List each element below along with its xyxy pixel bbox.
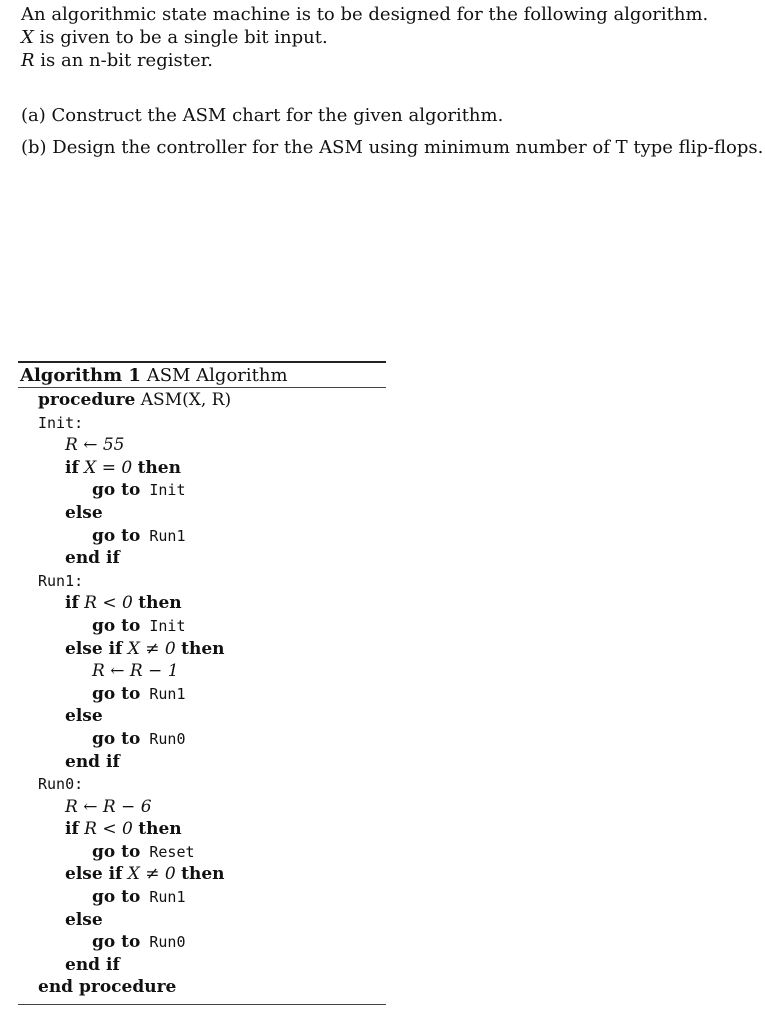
algo-line-1 <box>18 389 386 412</box>
algo-line-2 <box>18 412 386 435</box>
algo-line-5 <box>18 479 386 502</box>
algo-line-18 <box>18 773 386 796</box>
algo-line-4 <box>18 457 386 480</box>
assignment: R ← R − 6 <box>65 796 152 817</box>
algo-line-22 <box>18 863 386 886</box>
algo-line-20 <box>18 818 386 841</box>
assignment: R ← R − 1 <box>92 661 179 682</box>
part-b: (b) Design the controller for the ASM using minimum number of T type flip-flops. <box>21 137 764 158</box>
condition: X = 0 <box>78 457 138 478</box>
algo-line-23 <box>18 886 386 909</box>
register-variable: R <box>21 50 35 71</box>
label-run0: Run0: <box>38 775 84 794</box>
target-label: Run1 <box>140 684 186 703</box>
keyword: if <box>65 819 79 840</box>
assignment: R ← 55 <box>65 435 125 456</box>
condition: X ≠ 0 <box>122 638 182 659</box>
keyword: go to <box>92 728 141 749</box>
algo-line-14 <box>18 683 386 706</box>
keyword-then: then <box>181 864 225 885</box>
code-text: ASM(X, R) <box>135 390 232 410</box>
algo-line-19 <box>18 796 386 819</box>
algo-line-15 <box>18 705 386 728</box>
algorithm-body <box>18 388 386 1004</box>
keyword: go to <box>92 480 141 501</box>
condition: R < 0 <box>78 593 139 614</box>
algorithm-number: Algorithm 1 <box>20 365 141 386</box>
intro-line-2 <box>21 26 708 49</box>
algo-line-17 <box>18 751 386 774</box>
keyword: else <box>65 502 103 523</box>
label-run1: Run1: <box>38 571 84 590</box>
algo-line-9 <box>18 570 386 593</box>
keyword: go to <box>92 841 141 862</box>
target-label: Reset <box>140 842 195 861</box>
keyword: go to <box>92 887 141 908</box>
target-label: Run0 <box>140 933 186 952</box>
label-init: Init: <box>38 413 84 432</box>
target-label: Run1 <box>140 526 186 545</box>
intro-line-2-text: is given to be a single bit input. <box>33 27 328 48</box>
algo-line-27 <box>18 976 386 999</box>
keyword: procedure <box>38 390 136 410</box>
algo-line-11 <box>18 615 386 638</box>
condition: X ≠ 0 <box>122 864 182 885</box>
algo-line-8 <box>18 547 386 570</box>
intro-line-3-text: is an n-bit register. <box>34 50 213 71</box>
algorithm-title: ASM Algorithm <box>140 365 288 386</box>
target-label: Init <box>140 481 186 500</box>
algo-line-26 <box>18 954 386 977</box>
problem-statement <box>21 3 708 72</box>
question-parts <box>21 100 763 164</box>
keyword: go to <box>92 932 141 953</box>
keyword: if <box>65 593 79 614</box>
keyword: end if <box>65 751 120 772</box>
algo-line-12 <box>18 638 386 661</box>
input-variable: X <box>21 27 34 48</box>
keyword: end procedure <box>38 977 177 998</box>
condition: R < 0 <box>78 819 139 840</box>
algo-line-13 <box>18 660 386 683</box>
keyword-then: then <box>137 457 181 478</box>
intro-line-1: An algorithmic state machine is to be designed for the following algorithm. <box>21 4 709 25</box>
algo-line-10 <box>18 592 386 615</box>
keyword: else if <box>65 864 123 885</box>
algorithm-caption <box>18 363 386 387</box>
keyword: else if <box>65 638 123 659</box>
algo-line-25 <box>18 931 386 954</box>
keyword: else <box>65 909 103 930</box>
algo-line-3 <box>18 434 386 457</box>
algorithm-box <box>18 361 386 1005</box>
keyword-then: then <box>181 638 225 659</box>
target-label: Run0 <box>140 729 186 748</box>
keyword: end if <box>65 548 120 569</box>
algo-line-16 <box>18 728 386 751</box>
algo-line-24 <box>18 909 386 932</box>
part-a: (a) Construct the ASM chart for the given algorithm. <box>21 105 504 126</box>
algorithm-bottom-rule <box>18 1004 386 1005</box>
target-label: Init <box>140 616 186 635</box>
keyword: else <box>65 706 103 727</box>
target-label: Run1 <box>140 888 186 907</box>
algo-line-21 <box>18 841 386 864</box>
keyword-then: then <box>138 819 182 840</box>
keyword: go to <box>92 683 141 704</box>
keyword: go to <box>92 525 141 546</box>
algo-line-6 <box>18 502 386 525</box>
keyword: go to <box>92 615 141 636</box>
intro-line-3 <box>21 49 708 72</box>
keyword-then: then <box>138 593 182 614</box>
keyword: end if <box>65 954 120 975</box>
keyword: if <box>65 457 79 478</box>
algo-line-7 <box>18 525 386 548</box>
